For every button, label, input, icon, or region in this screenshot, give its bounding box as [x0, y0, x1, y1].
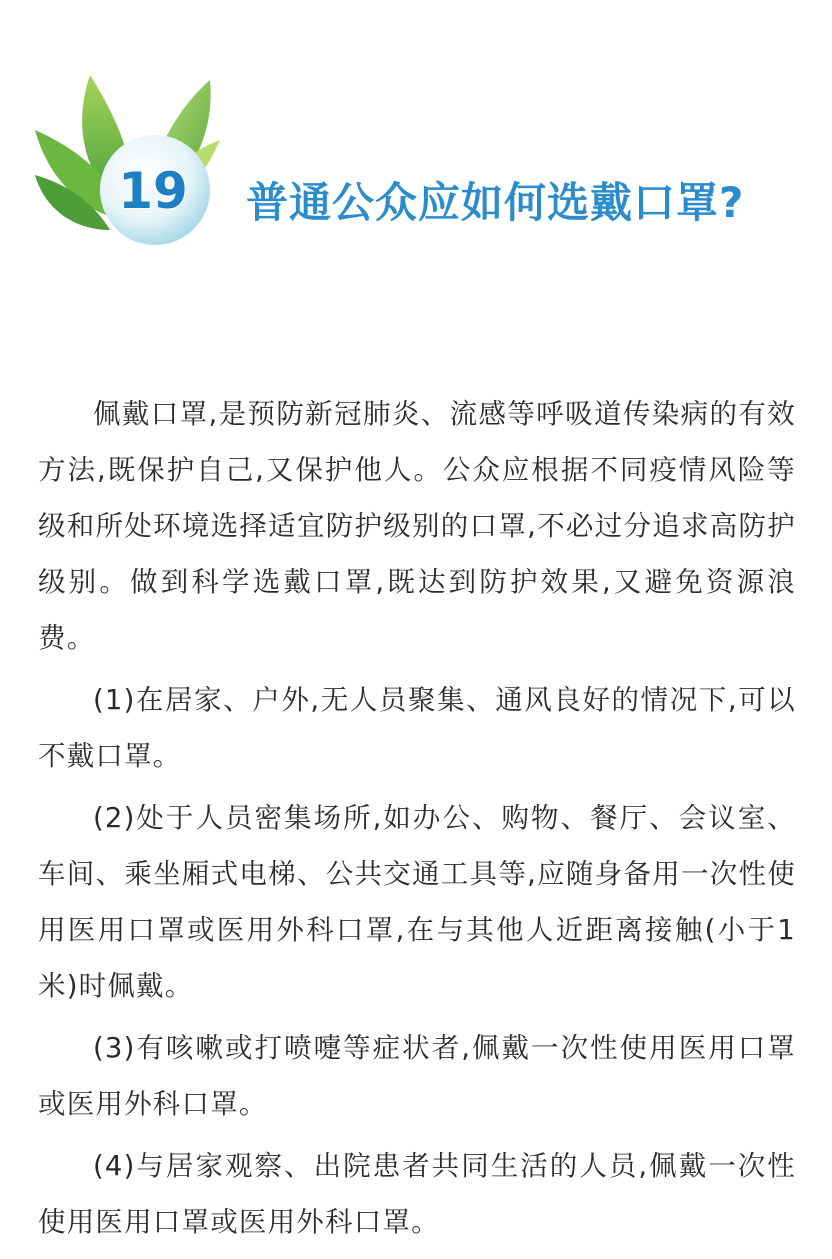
paragraph-item-4: (4)与居家观察、出院患者共同生活的人员,佩戴一次性使用医用口罩或医用外科口罩。: [38, 1150, 796, 1238]
paragraph-intro: 佩戴口罩,是预防新冠肺炎、流感等呼吸道传染病的有效方法,既保护自己,又保护他人。公众应根据不同疫情风险等级和所处环境选择适宜防护级别的口罩,不必过分追求高防护级别。做到科学选戴口罩,既达到防护效果,又避免资源浪费。: [38, 398, 796, 654]
header: [0, 0, 832, 280]
paragraph-item-1: (1)在居家、户外,无人员聚集、通风良好的情况下,可以不戴口罩。: [38, 684, 796, 772]
article-body: [38, 386, 796, 1256]
badge-number: 19: [118, 162, 188, 220]
paragraph-item-3: (3)有咳嗽或打喷嚏等症状者,佩戴一次性使用医用口罩或医用外科口罩。: [38, 1032, 796, 1120]
paragraph-item-2: (2)处于人员密集场所,如办公、购物、餐厅、会议室、车间、乘坐厢式电梯、公共交通工具等,应随身备用一次性使用医用口罩或医用外科口罩,在与其他人近距离接触(小于1米)时佩戴。: [38, 802, 796, 1002]
page-title: 普通公众应如何选戴口罩?: [246, 178, 745, 227]
leaf-badge-icon: [30, 55, 230, 255]
